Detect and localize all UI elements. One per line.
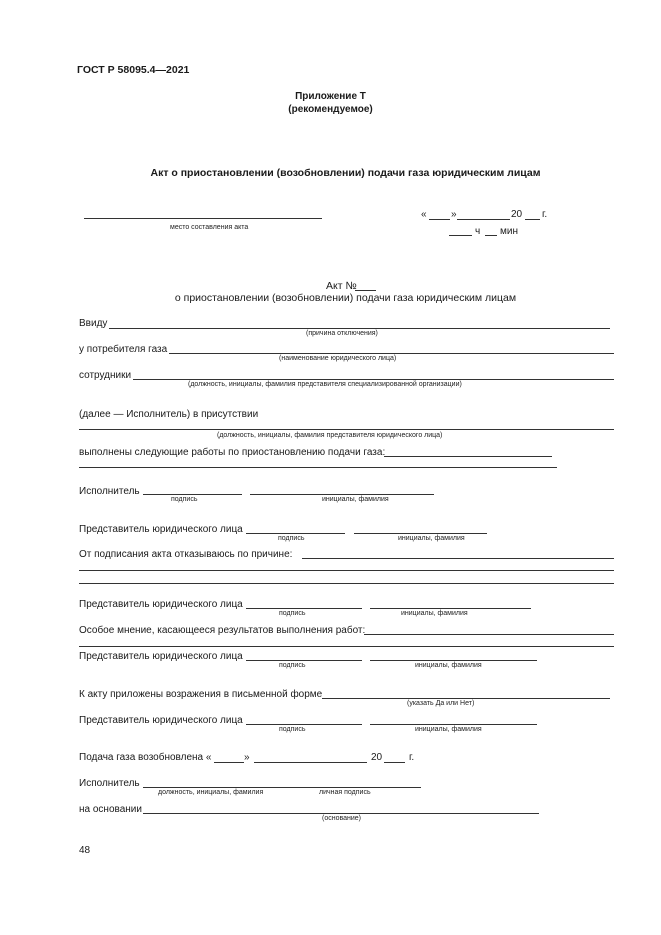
objections-label: К акту приложены возражения в письменной форме [79,689,323,700]
objections-caption: (указать Да или Нет) [407,700,475,707]
executor-initials-line[interactable] [250,494,434,495]
consumer-line[interactable] [169,353,614,354]
representative-3-initials-caption: инициалы, фамилия [415,662,482,669]
representative-1-initials-caption: инициалы, фамилия [398,535,465,542]
objections-line[interactable] [322,698,610,699]
act-subtitle: о приостановлении (возобновлении) подачи газа юридическим лицам [174,292,517,304]
date-day-line[interactable] [429,219,450,220]
resumed-year-suffix: г. [409,752,415,763]
representative-1-label: Представитель юридического лица [79,524,243,535]
representative-1-signature-line[interactable] [246,533,345,534]
works-line-1[interactable] [384,456,552,457]
reason-caption: (причина отключения) [306,330,378,337]
consumer-label: у потребителя газа [79,344,168,355]
time-hour-label: ч [475,226,481,237]
date-year-line[interactable] [525,219,540,220]
resumed-year-line[interactable] [384,762,405,763]
executor-signature-caption: подпись [171,496,198,503]
representative-4-signature-caption: подпись [279,726,306,733]
opinion-line-1[interactable] [364,634,614,635]
date-year-suffix: г. [542,209,548,220]
works-line-2[interactable] [79,467,557,468]
date-month-line[interactable] [457,219,510,220]
basis-line[interactable] [143,813,539,814]
page-number: 48 [79,845,91,856]
representative-3-signature-caption: подпись [279,662,306,669]
representative-2-label: Представитель юридического лица [79,599,243,610]
final-executor-label: Исполнитель [79,778,140,789]
executor-signature-line[interactable] [143,494,242,495]
staff-label: сотрудники [79,370,132,381]
presence-caption: (должность, инициалы, фамилия представителя юридического лица) [217,432,443,439]
representative-2-initials-caption: инициалы, фамилия [401,610,468,617]
appendix-status: (рекомендуемое) [288,104,373,115]
refusal-line-1[interactable] [302,558,614,559]
act-number-line[interactable] [355,290,376,291]
basis-caption: (основание) [322,815,362,822]
representative-3-signature-line[interactable] [246,660,362,661]
refusal-line-3[interactable] [79,583,614,584]
representative-2-signature-line[interactable] [246,608,362,609]
resumed-label: Подача газа возобновлена « [79,752,212,763]
time-hour-line[interactable] [449,235,472,236]
final-executor-position-caption: должность, инициалы, фамилия [158,789,264,796]
executor-initials-caption: инициалы, фамилия [322,496,389,503]
refusal-line-2[interactable] [79,570,614,571]
representative-3-initials-line[interactable] [370,660,537,661]
staff-caption: (должность, инициалы, фамилия представителя специализированной организации) [188,381,462,388]
opinion-line-2[interactable] [79,646,614,647]
resumed-day-line[interactable] [214,762,244,763]
staff-line[interactable] [133,379,614,380]
place-line[interactable] [84,218,322,219]
representative-4-initials-line[interactable] [370,724,537,725]
works-label: выполнены следующие работы по приостановлению подачи газа: [79,447,386,458]
reason-line[interactable] [109,328,610,329]
final-executor-signature-caption: личная подпись [319,789,371,796]
consumer-caption: (наименование юридического лица) [279,355,397,362]
representative-1-initials-line[interactable] [354,533,487,534]
representative-3-label: Представитель юридического лица [79,651,243,662]
representative-4-initials-caption: инициалы, фамилия [415,726,482,733]
representative-2-signature-caption: подпись [279,610,306,617]
representative-4-signature-line[interactable] [246,724,362,725]
representative-4-label: Представитель юридического лица [79,715,243,726]
refusal-label: От подписания акта отказываюсь по причине: [79,549,293,560]
resumed-quote-close: » [244,752,250,763]
place-caption: место составления акта [170,224,249,231]
appendix-title: Приложение Т [295,91,366,102]
opinion-label: Особое мнение, касающееся результатов выполнения работ: [79,625,366,636]
standard-number: ГОСТ Р 58095.4—2021 [77,64,190,76]
time-minute-line[interactable] [485,235,497,236]
basis-label: на основании [79,804,142,815]
time-minute-label: мин [500,226,518,237]
date-year-prefix: 20 [511,209,523,220]
reason-label: Ввиду [79,318,108,329]
executor-label: Исполнитель [79,486,140,497]
date-quote-open: « [421,209,427,220]
representative-2-initials-line[interactable] [370,608,531,609]
final-executor-line[interactable] [143,787,421,788]
presence-line[interactable] [79,429,614,430]
date-quote-close: » [451,209,457,220]
resumed-month-line[interactable] [254,762,367,763]
act-number-label: Акт № [326,280,357,292]
representative-1-signature-caption: подпись [278,535,305,542]
presence-label: (далее — Исполнитель) в присутствии [79,409,259,420]
resumed-year-prefix: 20 [371,752,383,763]
document-title: Акт о приостановлении (возобновлении) подачи газа юридическим лицам [150,167,541,179]
